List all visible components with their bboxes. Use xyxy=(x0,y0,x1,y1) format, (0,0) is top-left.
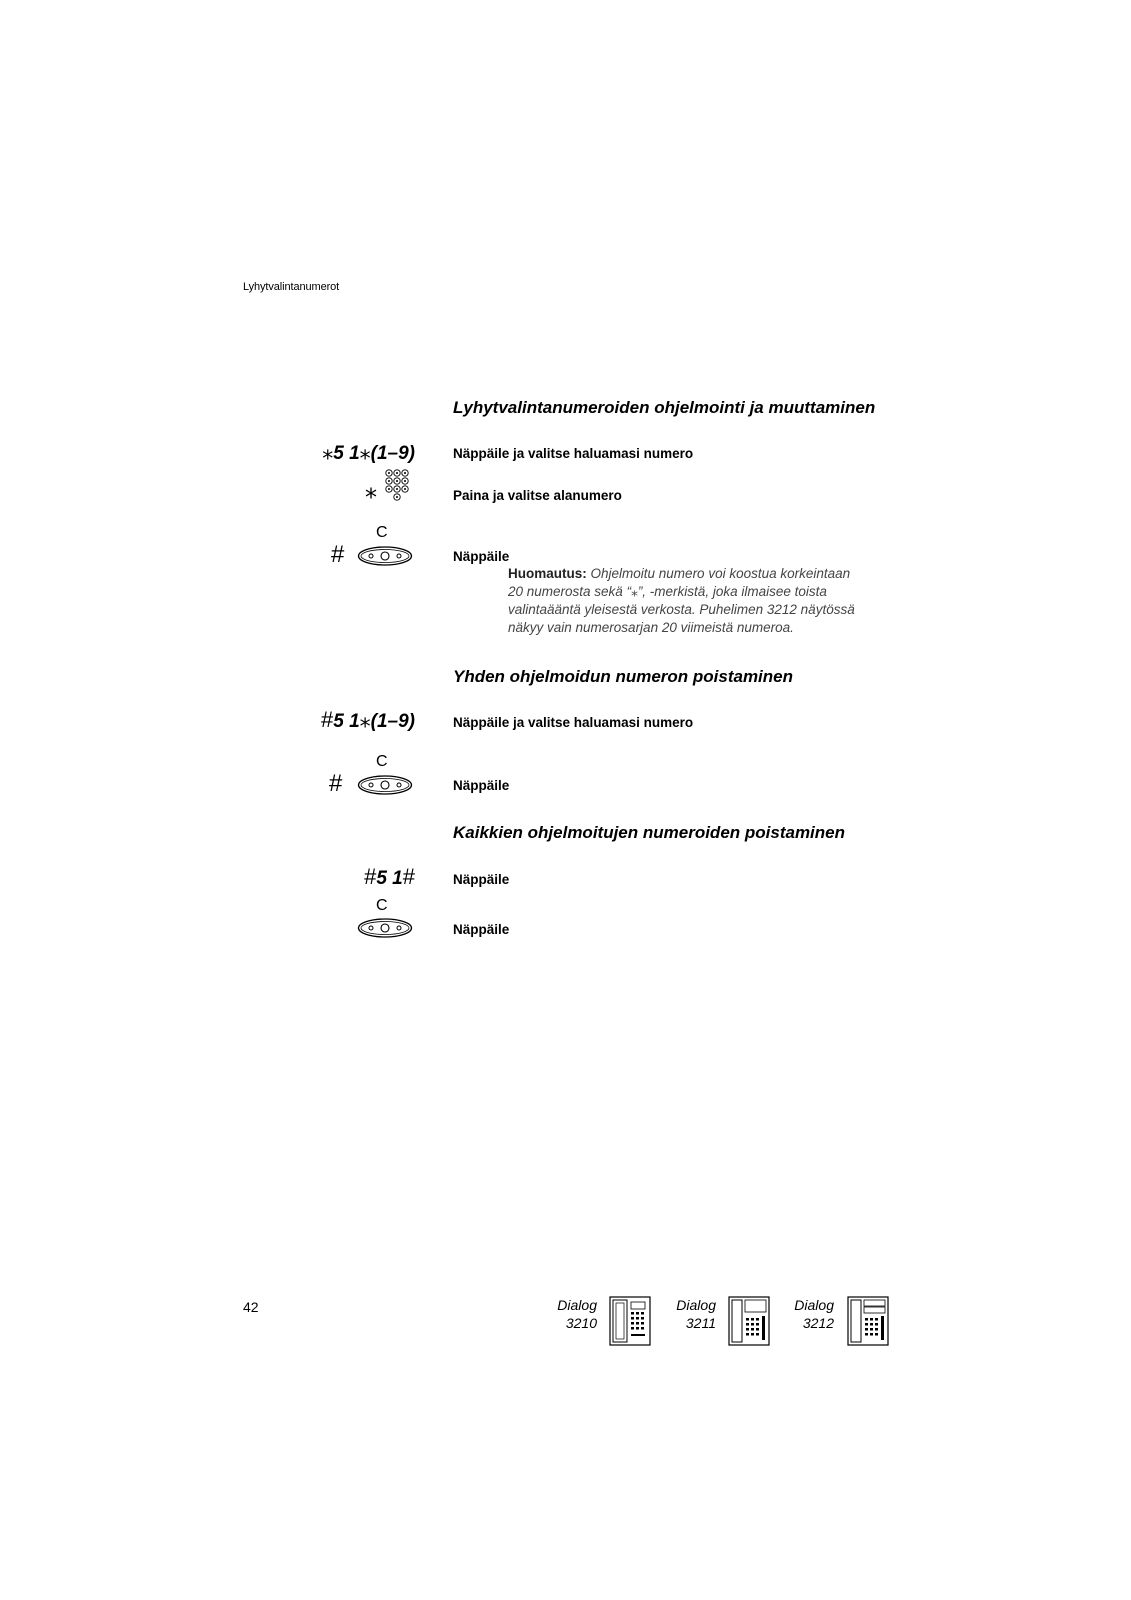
running-header: Lyhytvalintanumerot xyxy=(243,281,340,293)
code-digits: 5 1 xyxy=(376,868,403,889)
phone-icon xyxy=(609,1296,651,1346)
phone-icon xyxy=(728,1296,770,1346)
asterisk-icon: ⁎ xyxy=(359,707,371,732)
handset-icon xyxy=(357,774,413,796)
delete-all-code xyxy=(364,864,415,890)
model-label-3210: Dialog 3210 xyxy=(557,1297,597,1331)
section-title-programming: Lyhytvalintanumeroiden ohjelmointi ja muuttaminen xyxy=(453,398,876,417)
handset-icon xyxy=(357,917,413,939)
model-label-3211: Dialog 3211 xyxy=(676,1297,716,1331)
hash-icon: # xyxy=(331,541,345,568)
instruction-press-select: Paina ja valitse alanumero xyxy=(453,488,622,503)
note-label: Huomautus: xyxy=(508,566,587,581)
code-digits: 5 1 xyxy=(333,443,360,464)
instruction-dial: Näppäile xyxy=(453,549,510,564)
hash-icon: # xyxy=(402,864,415,889)
note-line-2: 20 numerosta sekä “⁎”, -merkistä, joka ilmaisee toista xyxy=(508,584,827,599)
instruction-dial: Näppäile xyxy=(453,778,510,793)
note-line-1: Huomautus: Ohjelmoitu numero voi koostua korkeintaan xyxy=(508,566,851,581)
note xyxy=(508,565,888,637)
hash-icon: # xyxy=(329,770,343,797)
handset-icon xyxy=(357,545,413,567)
page-number: 42 xyxy=(243,1299,259,1315)
programming-code xyxy=(322,439,415,465)
clear-key-icon: C xyxy=(376,753,388,770)
code-range: (1–9) xyxy=(370,711,415,732)
code-range: (1–9) xyxy=(370,443,415,464)
asterisk-icon: ⁎ xyxy=(359,439,371,464)
note-line-4: näkyy vain numerosarjan 20 viimeistä numeroa. xyxy=(508,620,794,635)
hash-icon: # xyxy=(320,707,334,732)
section-title-delete-all: Kaikkien ohjelmoitujen numeroiden poistaminen xyxy=(453,823,846,842)
instruction-dial: Näppäile xyxy=(453,922,510,937)
keypad-icon xyxy=(385,469,415,509)
hash-icon: # xyxy=(364,864,377,889)
code-digits: 5 1 xyxy=(333,711,360,732)
phone-icon xyxy=(847,1296,889,1346)
instruction-dial-select: Näppäile ja valitse haluamasi numero xyxy=(453,446,694,461)
delete-one-code xyxy=(321,707,415,733)
instruction-dial-select: Näppäile ja valitse haluamasi numero xyxy=(453,715,694,730)
clear-key-icon: C xyxy=(376,524,388,541)
instruction-dial: Näppäile xyxy=(453,872,510,887)
model-label-3212: Dialog 3212 xyxy=(794,1297,834,1331)
asterisk-icon: ⁎ xyxy=(322,439,334,464)
section-title-delete-one: Yhden ohjelmoidun numeron poistaminen xyxy=(453,667,794,686)
clear-key-icon: C xyxy=(376,897,388,914)
asterisk-icon: ⁎ xyxy=(631,584,638,599)
asterisk-icon: ⁎ xyxy=(365,477,377,504)
note-line-3: valintaääntä yleisestä verkosta. Puhelimen 3212 näytössä xyxy=(508,602,855,617)
